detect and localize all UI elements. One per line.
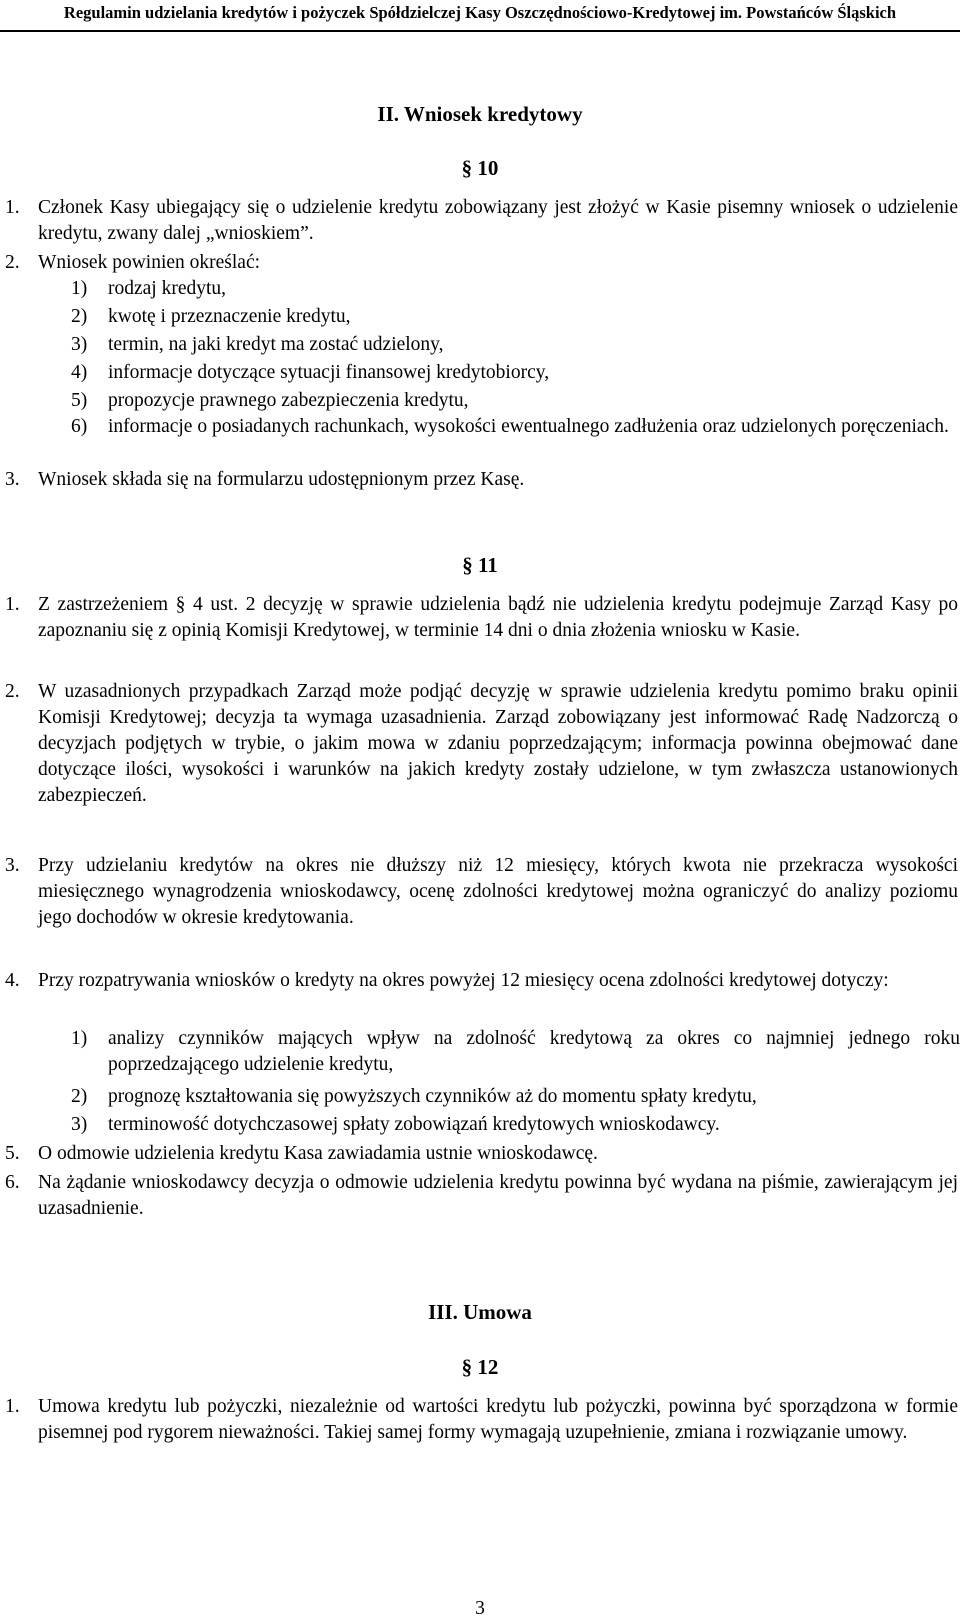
- chapter-title-ii: II. Wniosek kredytowy: [377, 102, 583, 126]
- subitem-number: 3): [71, 334, 88, 355]
- p10-item-3: [5, 467, 958, 493]
- subitem-number: 1): [71, 1028, 88, 1049]
- item-text: Na żądanie wnioskodawcy decyzja o odmowie udzielenia kredytu powinna być wydana na piśmie, zawierającym jej uzasadnienie.: [38, 1172, 958, 1219]
- subitem-number: 6): [71, 416, 88, 437]
- subitem-text: analizy czynników mających wpływ na zdolność kredytową za okres co najmniej jednego roku poprzedzającego udzielenie kredytu,: [108, 1028, 960, 1075]
- subitem-number: 4): [71, 362, 88, 383]
- paragraph-sign-12: § 12: [461, 1355, 499, 1379]
- item-number: 1.: [5, 197, 20, 218]
- subitem-number: 5): [71, 390, 88, 411]
- p11-item-3: [5, 853, 958, 931]
- item-number: 1.: [5, 594, 20, 615]
- subitem-text: propozycje prawnego zabezpieczenia kredytu,: [108, 390, 469, 411]
- p11-item-5: [5, 1141, 958, 1167]
- item-number: 2.: [5, 252, 20, 273]
- subitem-text: termin, na jaki kredyt ma zostać udzielony,: [108, 334, 444, 355]
- item-number: 3.: [5, 855, 20, 876]
- item-text: Członek Kasy ubiegający się o udzielenie kredytu zobowiązany jest złożyć w Kasie pisemny wniosek o udzielenie kredytu, zwany dalej „wnioskiem”.: [38, 197, 958, 244]
- item-number: 4.: [5, 970, 20, 991]
- item-text: Z zastrzeżeniem § 4 ust. 2 decyzję w sprawie udzielenia bądź nie udzielenia kredytu podejmuje Zarząd Kasy po zapoznaniu się z opinią Komisji Kredytowej, w terminie 14 dni o dnia złożenia wniosku w Kasie.: [38, 594, 958, 641]
- subitem-text: informacje dotyczące sytuacji finansowej kredytobiorcy,: [108, 362, 550, 383]
- chapter-title-iii: III. Umowa: [428, 1300, 532, 1324]
- subitem-text: kwotę i przeznaczenie kredytu,: [108, 306, 351, 327]
- p11-subitem-2: [71, 1084, 960, 1110]
- subitem-text: rodzaj kredytu,: [108, 278, 227, 299]
- item-text: Wniosek powinien określać:: [38, 252, 261, 273]
- subitem-number: 1): [71, 278, 88, 299]
- header-rule: [0, 30, 960, 32]
- subitem-text: informacje o posiadanych rachunkach, wysokości ewentualnego zadłużenia oraz udzielonych poręczeniach.: [108, 416, 949, 437]
- item-number: 3.: [5, 469, 20, 490]
- item-text: O odmowie udzielenia kredytu Kasa zawiadamia ustnie wnioskodawcę.: [38, 1143, 598, 1164]
- item-number: 6.: [5, 1172, 20, 1193]
- p10-subitem-3: [71, 332, 960, 358]
- p11-item-1: [5, 592, 958, 644]
- subitem-number: 2): [71, 1086, 88, 1107]
- paragraph-sign-11: § 11: [462, 553, 498, 577]
- p10-subitem-2: [71, 304, 960, 330]
- item-text: Wniosek składa się na formularzu udostępnionym przez Kasę.: [38, 469, 525, 490]
- item-text: W uzasadnionych przypadkach Zarząd może podjąć decyzję w sprawie udzielenia kredytu pomimo braku opinii Komisji Kredytowej; decyzja ta wymaga uzasadnienia. Zarząd zobowiązany jest informować Radę Nadzorczą o decyzjach podjętych w trybie, o jakim mowa w zdaniu poprzedzającym; informacja powinna obejmować dane dotyczące ilości, wysokości i warunków na jakich kredyty zostały udzielone, w tym zwłaszcza ustanowionych zabezpieczeń.: [38, 681, 958, 806]
- item-number: 1.: [5, 1396, 20, 1417]
- p10-item-1: [5, 195, 958, 247]
- p10-subitem-6: [71, 414, 960, 440]
- subitem-number: 3): [71, 1114, 88, 1135]
- item-number: 2.: [5, 681, 20, 702]
- p10-subitem-5: [71, 388, 960, 414]
- item-number: 5.: [5, 1143, 20, 1164]
- p11-item-2: [5, 679, 958, 809]
- page-number: 3: [475, 1598, 485, 1619]
- p10-subitem-1: [71, 276, 960, 302]
- subitem-number: 2): [71, 306, 88, 327]
- p11-item-6: [5, 1170, 958, 1222]
- subitem-text: prognozę kształtowania się powyższych czynników aż do momentu spłaty kredytu,: [108, 1086, 757, 1107]
- p11-subitem-3: [71, 1112, 960, 1138]
- document-header: Regulamin udzielania kredytów i pożyczek Spółdzielczej Kasy Oszczędnościowo-Kredytowej im. Powstańców Śląskich: [63, 3, 897, 22]
- item-text: Umowa kredytu lub pożyczki, niezależnie od wartości kredytu lub pożyczki, powinna być sporządzona w formie pisemnej pod rygorem nieważności. Takiej samej formy wymagają uzupełnienie, zmiana i rozwiązanie umowy.: [38, 1396, 958, 1443]
- paragraph-sign-10: § 10: [461, 156, 499, 180]
- p11-subitem-1: [71, 1026, 960, 1078]
- p10-subitem-4: [71, 360, 960, 386]
- p10-item-2: [5, 250, 958, 276]
- item-text: Przy udzielaniu kredytów na okres nie dłuższy niż 12 miesięcy, których kwota nie przekracza wysokości miesięcznego wynagrodzenia wnioskodawcy, ocenę zdolności kredytowej można ograniczyć do analizy poziomu jego dochodów w okresie kredytowania.: [38, 855, 958, 928]
- item-text: Przy rozpatrywania wniosków o kredyty na okres powyżej 12 miesięcy ocena zdolności kredytowej dotyczy:: [38, 970, 889, 991]
- p11-item-4: [5, 968, 958, 994]
- subitem-text: terminowość dotychczasowej spłaty zobowiązań kredytowych wnioskodawcy.: [108, 1114, 720, 1135]
- p12-item-1: [5, 1394, 958, 1446]
